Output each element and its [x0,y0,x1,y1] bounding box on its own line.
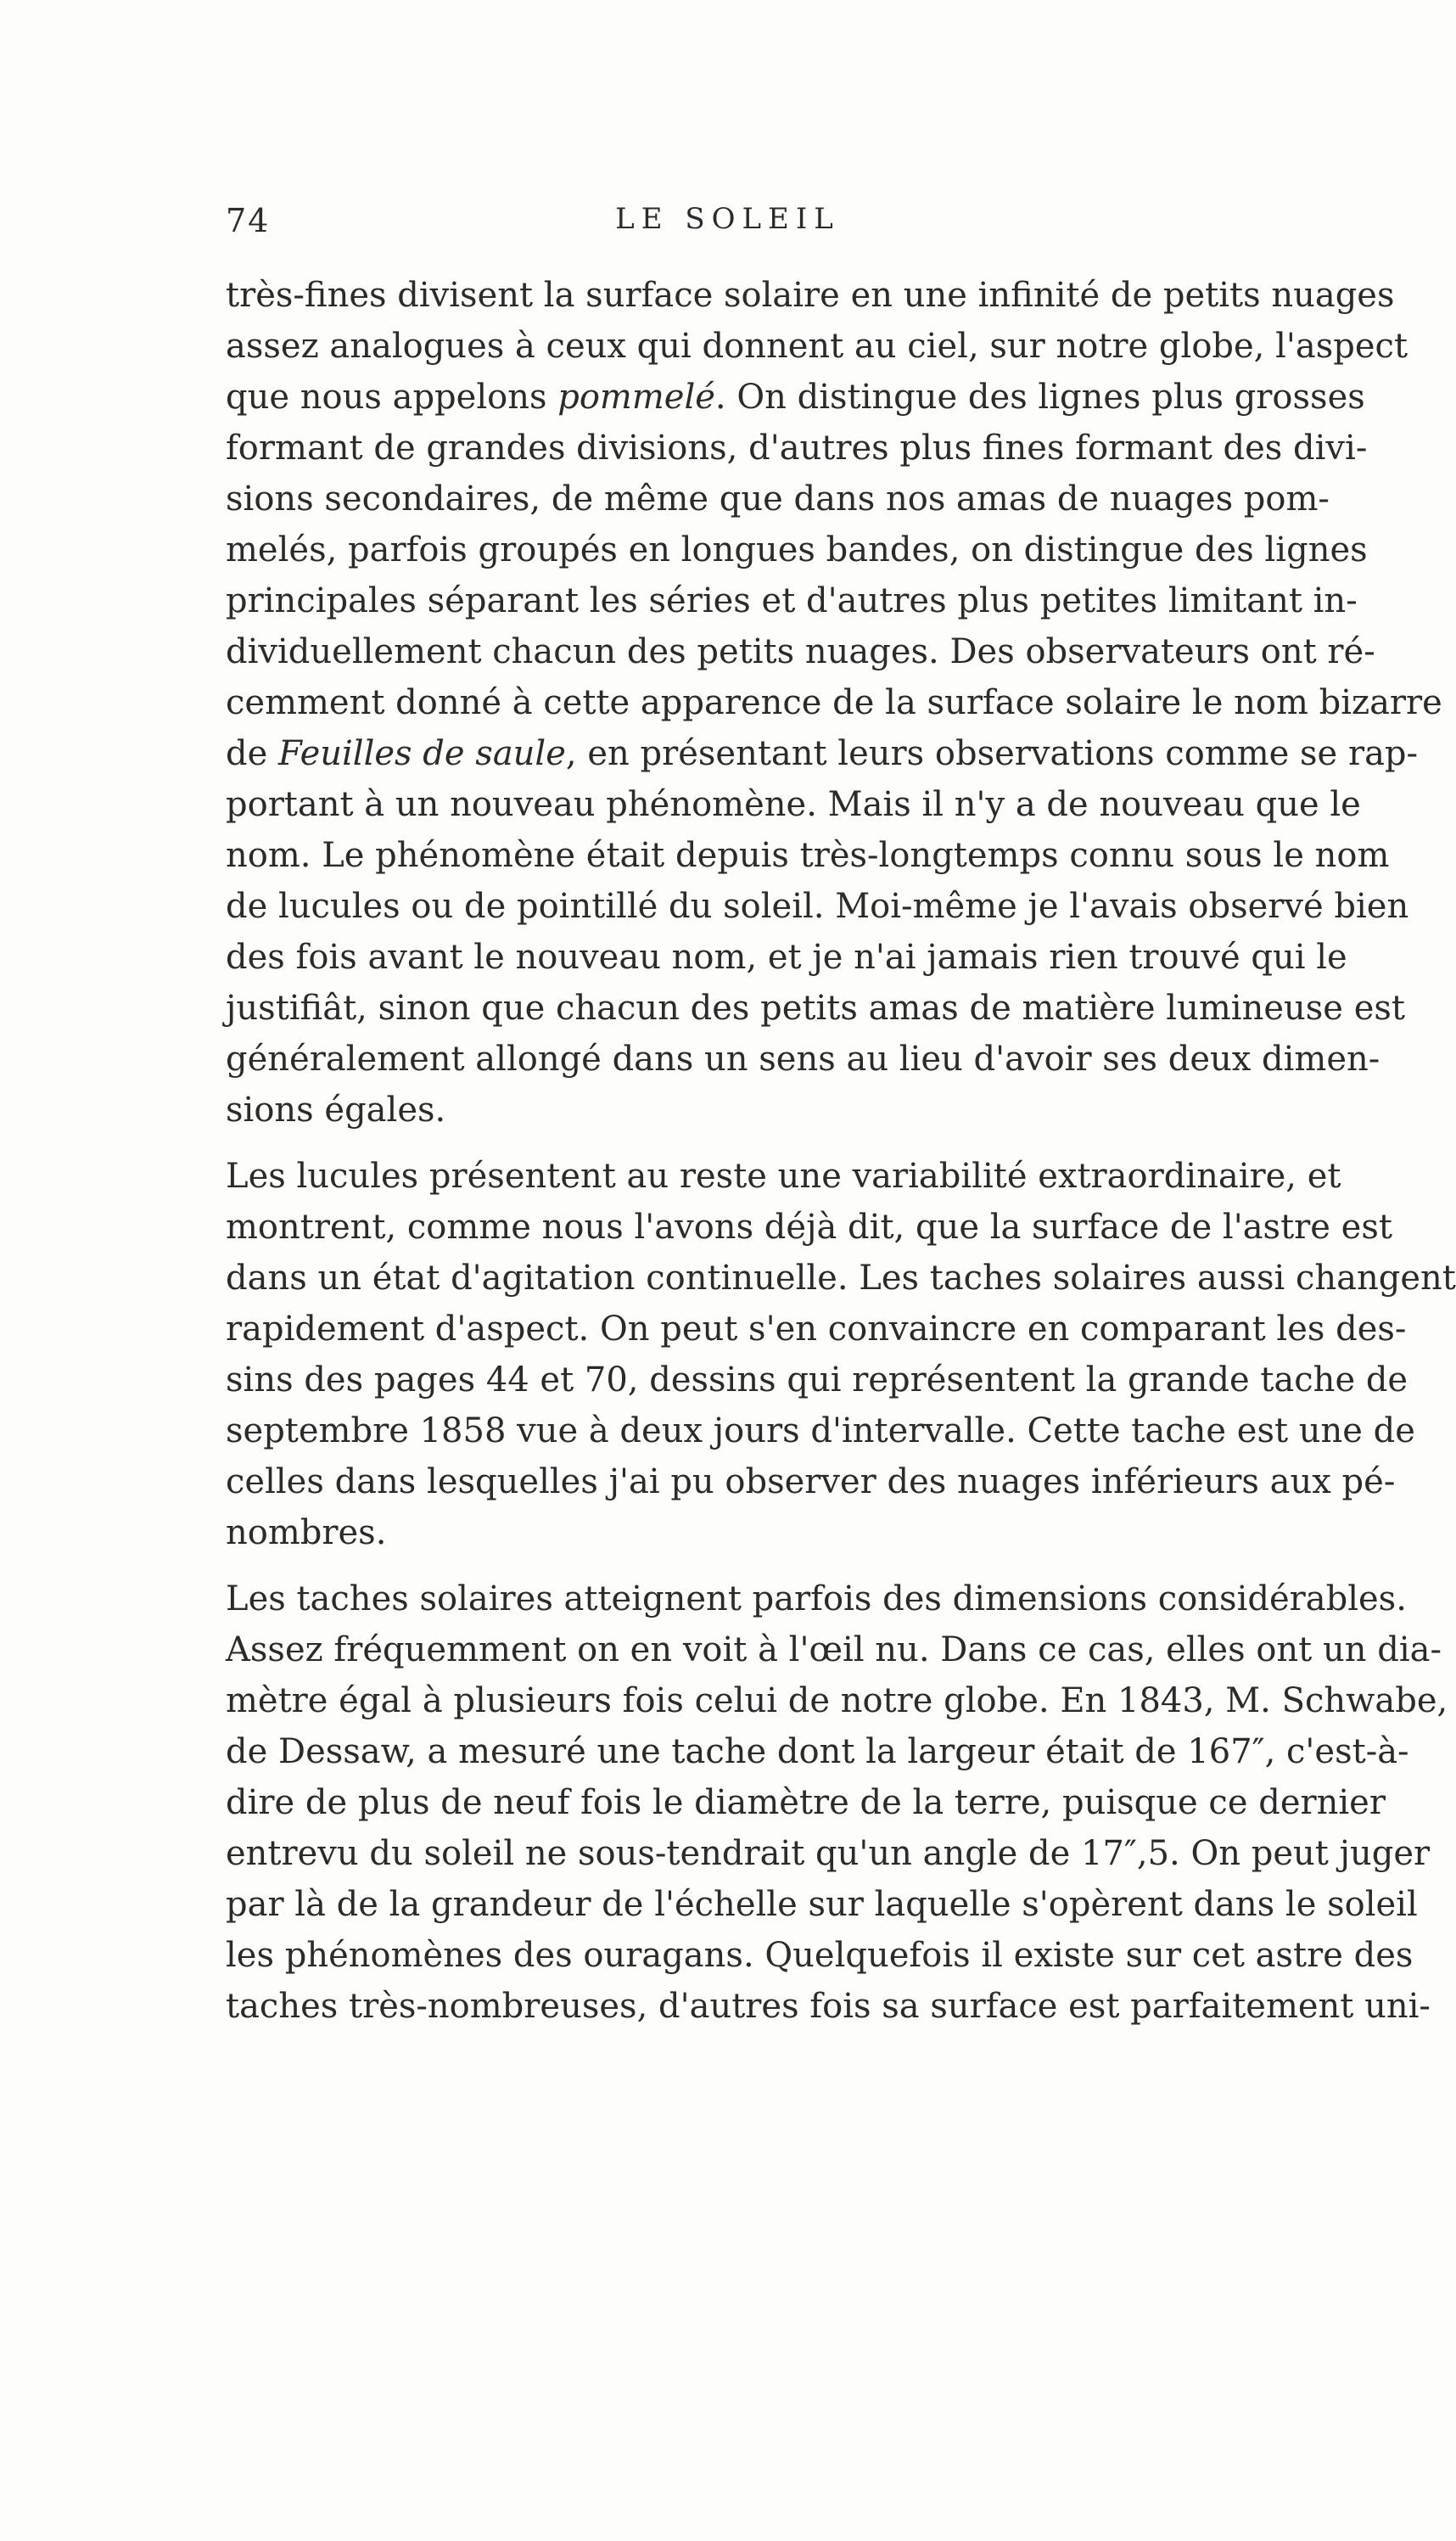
text-line: de lucules ou de pointillé du soleil. Moi-même je l'avais observé bien [226,887,1409,926]
text-line: sions secondaires, de même que dans nos amas de nuages pom- [226,480,1330,519]
text-line: des fois avant le nouveau nom, et je n'ai jamais rien trouvé qui le [226,938,1347,977]
text-line: sins des pages 44 et 70, dessins qui représentent la grande tache de [226,1360,1408,1400]
text-line: nombres. [226,1513,387,1552]
paragraph-1 [226,270,1442,1136]
text-line: rapidement d'aspect. On peut s'en convaincre en comparant les des- [226,1310,1407,1349]
text-line: mètre égal à plusieurs fois celui de notre globe. En 1843, M. Schwabe, [226,1681,1448,1720]
text-line: nom. Le phénomène était depuis très-longtemps connu sous le nom [226,836,1390,875]
paragraph-spacer [226,1558,1322,1573]
text-line: celles dans lesquelles j'ai pu observer des nuages inférieurs aux pé- [226,1462,1396,1501]
text-line: assez analogues à ceux qui donnent au ciel, sur notre globe, l'aspect [226,327,1408,366]
paragraph-3 [226,1573,1448,2032]
text-line: septembre 1858 vue à deux jours d'intervalle. Cette tache est une de [226,1411,1415,1450]
text-line: très-fines divisent la surface solaire en une infinité de petits nuages [226,276,1395,315]
text-line: par là de la grandeur de l'échelle sur laquelle s'opèrent dans le soleil [226,1885,1418,1924]
italic-phrase: pommelé [557,378,715,417]
text-line: melés, parfois groupés en longues bandes, on distingue des lignes [226,530,1368,569]
page-number: 74 [226,202,271,239]
text-line: Les lucules présentent au reste une variabilité extraordinaire, et [226,1157,1341,1196]
italic-phrase: Feuilles de saule [278,734,566,773]
text-line: entrevu du soleil ne sous-tendrait qu'un angle de 17″,5. On peut juger [226,1834,1431,1873]
text-line: montrent, comme nous l'avons déjà dit, que la surface de l'astre est [226,1208,1392,1247]
paragraph-spacer [226,1136,1322,1151]
text-line: de Feuilles de saule, en présentant leurs observations comme se rap- [226,734,1419,773]
text-line: portant à un nouveau phénomène. Mais il n'y a de nouveau que le [226,785,1361,824]
text-line: les phénomènes des ouragans. Quelquefois il existe sur cet astre des [226,1936,1414,1975]
text-line: cemment donné à cette apparence de la surface solaire le nom bizarre [226,683,1442,722]
text-line: Assez fréquemment on en voit à l'œil nu. Dans ce cas, elles ont un dia- [226,1630,1442,1669]
text-line: dans un état d'agitation continuelle. Les taches solaires aussi changent [226,1259,1456,1298]
text-line: que nous appelons pommelé. On distingue des lignes plus grosses [226,378,1365,417]
text-line: principales séparant les séries et d'autres plus petites limitant in- [226,581,1358,620]
text-line: dividuellement chacun des petits nuages. Des observateurs ont ré- [226,632,1375,671]
text-line: de Dessaw, a mesuré une tache dont la largeur était de 167″, c'est-à- [226,1732,1409,1771]
running-head: LE SOLEIL [615,202,840,236]
text-line: sions égales. [226,1091,446,1130]
text-line: justifiât, sinon que chacun des petits amas de matière lumineuse est [226,989,1405,1028]
text-line: taches très-nombreuses, d'autres fois sa surface est parfaitement uni- [226,1987,1431,2026]
text-line: généralement allongé dans un sens au lieu d'avoir ses deux dimen- [226,1040,1380,1079]
text-line: formant de grandes divisions, d'autres plus fines formant des divi- [226,429,1368,468]
paragraph-2 [226,1151,1456,1558]
page-header [0,202,1455,244]
text-line: dire de plus de neuf fois le diamètre de la terre, puisque ce dernier [226,1783,1386,1822]
text-line: Les taches solaires atteignent parfois des dimensions considérables. [226,1579,1407,1618]
page-body [226,270,1456,2032]
